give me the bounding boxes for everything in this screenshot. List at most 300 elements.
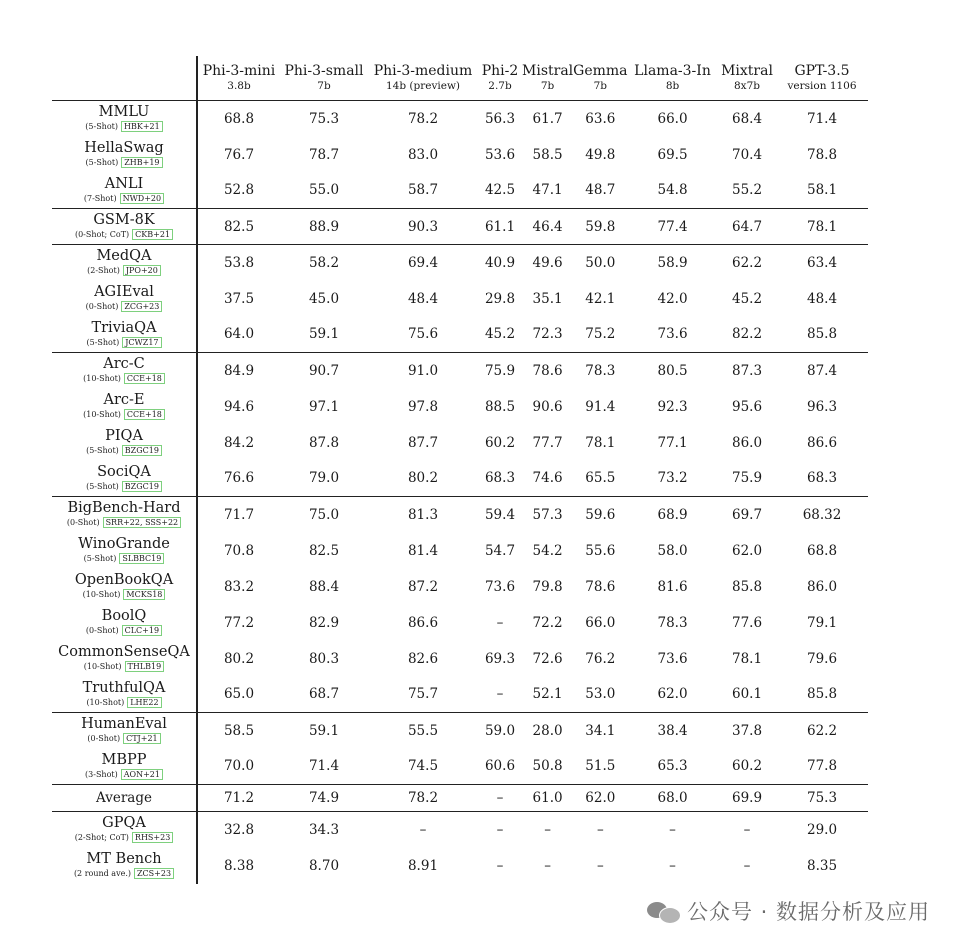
- table-row: [52, 848, 868, 884]
- score-cell: 86.0: [806, 578, 838, 595]
- score-cell: 73.2: [628, 461, 718, 497]
- model-size: 7b: [540, 79, 555, 92]
- score-cell: 71.2: [197, 785, 280, 812]
- citation-link[interactable]: RHS+23: [132, 832, 173, 843]
- benchmark-cell: [52, 749, 197, 785]
- table-row: [52, 353, 868, 389]
- score-cell: 8.70: [308, 857, 340, 874]
- benchmark-cell: [52, 812, 197, 848]
- benchmark-name: BigBench-Hard: [67, 500, 181, 517]
- shot-setting: (10-Shot): [83, 374, 121, 384]
- score-cell: 59.8: [573, 209, 627, 245]
- score-cell: 28.0: [532, 722, 563, 739]
- score-cell: 75.3: [777, 785, 868, 812]
- score-cell: 59.4: [484, 506, 516, 523]
- table-row: [52, 785, 868, 812]
- table-row: [52, 812, 868, 848]
- citation-link[interactable]: CLC+19: [122, 625, 162, 636]
- score-cell: 92.3: [657, 398, 688, 415]
- model-header: [718, 56, 777, 101]
- score-cell: 60.2: [484, 434, 516, 451]
- score-cell: 59.1: [280, 317, 368, 353]
- benchmark-cell: [52, 389, 197, 425]
- score-cell: 97.8: [407, 398, 439, 415]
- benchmark-name: TruthfulQA: [82, 679, 166, 696]
- score-cell: 97.1: [308, 398, 340, 415]
- score-cell: 94.6: [223, 398, 255, 415]
- score-cell: 78.3: [657, 614, 688, 631]
- benchmark-name: MMLU: [98, 104, 150, 121]
- benchmark-cell: [52, 173, 197, 209]
- score-cell: 90.3: [368, 209, 478, 245]
- model-size: 2.7b: [488, 79, 512, 92]
- score-cell: –: [596, 857, 604, 874]
- score-cell: 88.9: [280, 209, 368, 245]
- score-cell: 60.1: [718, 677, 777, 713]
- score-cell: 88.4: [308, 578, 340, 595]
- table-row: [52, 137, 868, 173]
- shot-setting: (5-Shot): [85, 158, 119, 167]
- benchmark-name: MT Bench: [86, 851, 162, 867]
- score-cell: 68.0: [628, 785, 718, 812]
- model-size: 7b: [317, 79, 331, 92]
- score-cell: 81.3: [407, 506, 439, 523]
- watermark-text: 公众号 · 数据分析及应用: [686, 900, 930, 924]
- score-cell: 35.1: [532, 290, 563, 307]
- table-row: [52, 101, 868, 137]
- score-cell: 74.5: [368, 749, 478, 785]
- model-size: version 1106: [787, 79, 857, 92]
- score-cell: 71.7: [223, 506, 255, 523]
- score-cell: 76.6: [197, 461, 280, 497]
- score-cell: –: [496, 614, 504, 631]
- score-cell: 79.6: [806, 650, 838, 667]
- score-cell: 78.1: [731, 650, 763, 667]
- score-cell: 87.4: [806, 362, 838, 379]
- score-cell: 58.1: [777, 173, 868, 209]
- model-size: 8x7b: [734, 79, 761, 92]
- score-cell: 76.7: [223, 146, 255, 163]
- score-cell: 68.8: [806, 542, 838, 559]
- score-cell: 73.6: [657, 650, 688, 667]
- score-cell: 72.6: [532, 650, 563, 667]
- score-cell: 62.0: [573, 785, 627, 812]
- score-cell: 64.0: [197, 317, 280, 353]
- score-cell: 66.0: [585, 614, 616, 631]
- shot-setting: (5-Shot): [86, 337, 120, 347]
- score-cell: –: [478, 785, 522, 812]
- score-cell: 75.7: [368, 677, 478, 713]
- score-cell: 69.4: [407, 254, 439, 271]
- benchmark-name: PIQA: [105, 428, 143, 444]
- score-cell: 61.0: [522, 785, 573, 812]
- benchmark-cell: [52, 848, 197, 884]
- score-cell: 77.1: [657, 434, 688, 451]
- score-cell: 91.0: [407, 362, 439, 379]
- citation-link[interactable]: THLB19: [125, 661, 165, 672]
- score-cell: 51.5: [573, 749, 627, 785]
- benchmark-name: WinoGrande: [78, 536, 170, 552]
- benchmark-cell: [52, 461, 197, 497]
- score-cell: 53.0: [573, 677, 627, 713]
- benchmark-cell: [52, 641, 197, 677]
- score-cell: 61.1: [478, 209, 522, 245]
- score-cell: 38.4: [657, 722, 688, 739]
- score-cell: 68.7: [280, 677, 368, 713]
- benchmark-cell: [52, 101, 197, 137]
- citation-link[interactable]: CCE+18: [124, 373, 165, 384]
- score-cell: 58.5: [223, 722, 255, 739]
- score-cell: 63.6: [585, 110, 616, 127]
- table-body: [52, 101, 868, 884]
- score-cell: –: [544, 821, 551, 838]
- benchmark-cell: [52, 497, 197, 533]
- score-cell: 68.9: [657, 506, 688, 523]
- score-cell: 58.0: [657, 542, 688, 559]
- citation-link[interactable]: NWD+20: [120, 193, 165, 204]
- shot-setting: (5-Shot): [85, 122, 118, 132]
- score-cell: 71.4: [806, 110, 838, 127]
- score-cell: 60.2: [718, 749, 777, 785]
- score-cell: 55.0: [280, 173, 368, 209]
- shot-setting: (10-Shot): [86, 697, 125, 707]
- score-cell: 48.7: [573, 173, 627, 209]
- score-cell: 75.6: [368, 317, 478, 353]
- benchmark-name: GPQA: [102, 815, 146, 832]
- citation-link[interactable]: LHE22: [127, 697, 161, 708]
- score-cell: 54.2: [532, 542, 563, 559]
- shot-setting: (10-Shot): [83, 662, 122, 671]
- shot-setting: (5-Shot): [86, 481, 119, 491]
- score-cell: 77.2: [223, 614, 255, 631]
- score-cell: 86.0: [731, 434, 763, 451]
- score-cell: –: [496, 821, 504, 838]
- table-row: [52, 605, 868, 641]
- shot-setting: (0-Shot): [85, 626, 119, 635]
- score-cell: 85.8: [777, 317, 868, 353]
- model-size: 3.8b: [227, 79, 251, 92]
- citation-link[interactable]: JCWZ17: [122, 337, 161, 348]
- score-cell: 77.7: [532, 434, 563, 451]
- score-cell: 53.8: [223, 254, 255, 271]
- benchmark-cell: [52, 713, 197, 749]
- citation-link[interactable]: CCE+18: [124, 409, 165, 420]
- citation-link[interactable]: BZGC19: [122, 445, 162, 456]
- score-cell: 65.5: [573, 461, 627, 497]
- score-cell: 63.4: [806, 254, 838, 271]
- score-cell: 78.3: [585, 362, 616, 379]
- score-cell: 42.5: [478, 173, 522, 209]
- score-cell: 87.3: [731, 362, 763, 379]
- header-row: [52, 56, 868, 101]
- score-cell: 88.5: [484, 398, 516, 415]
- benchmark-cell: [52, 785, 197, 812]
- score-cell: 81.6: [657, 578, 688, 595]
- score-cell: 78.6: [532, 362, 563, 379]
- score-cell: 64.7: [718, 209, 777, 245]
- score-cell: 50.8: [522, 749, 573, 785]
- score-cell: 87.8: [308, 434, 340, 451]
- score-cell: –: [478, 677, 522, 713]
- benchmark-name: CommonSenseQA: [58, 644, 190, 660]
- citation-link[interactable]: ZHB+19: [121, 157, 162, 168]
- score-cell: 86.6: [407, 614, 439, 631]
- score-cell: 55.5: [407, 722, 439, 739]
- model-name: Gemma: [573, 62, 628, 79]
- score-cell: 84.9: [223, 362, 255, 379]
- score-cell: 58.7: [368, 173, 478, 209]
- shot-setting: (0-Shot): [87, 734, 121, 744]
- shot-setting: (2-Shot; CoT): [74, 833, 129, 843]
- citation-link[interactable]: ZCS+23: [134, 868, 174, 879]
- table-row: [52, 317, 868, 353]
- benchmark-cell: [52, 209, 197, 245]
- benchmark-cell: [52, 137, 197, 173]
- citation-link[interactable]: HBK+21: [121, 121, 163, 132]
- shot-setting: (0-Shot; CoT): [74, 230, 130, 239]
- citation-link[interactable]: AON+21: [121, 769, 163, 780]
- score-cell: 78.8: [806, 146, 838, 163]
- citation-link[interactable]: ZCG+23: [121, 301, 162, 312]
- score-cell: –: [596, 821, 604, 838]
- benchmark-cell: [52, 605, 197, 641]
- score-cell: 50.0: [585, 254, 616, 271]
- score-cell: 55.2: [718, 173, 777, 209]
- table-row: [52, 281, 868, 317]
- score-cell: 73.6: [628, 317, 718, 353]
- score-cell: 79.1: [806, 614, 838, 631]
- shot-setting: (5-Shot): [86, 446, 119, 455]
- score-cell: 82.5: [308, 542, 340, 559]
- citation-link[interactable]: CKB+21: [132, 229, 173, 240]
- score-cell: 32.8: [223, 821, 255, 838]
- score-cell: 48.4: [407, 290, 439, 307]
- score-cell: –: [743, 857, 751, 874]
- score-cell: 49.6: [532, 254, 563, 271]
- score-cell: 85.8: [731, 578, 763, 595]
- model-name: Phi-3-medium: [373, 62, 473, 79]
- score-cell: 86.6: [806, 434, 838, 451]
- benchmark-name: MedQA: [96, 248, 152, 265]
- score-cell: 83.0: [407, 146, 439, 163]
- score-cell: 61.7: [532, 110, 563, 127]
- score-cell: 69.3: [484, 650, 516, 667]
- table-row: [52, 173, 868, 209]
- shot-setting: (10-Shot): [82, 590, 121, 599]
- benchmark-name: HumanEval: [81, 716, 167, 733]
- citation-link[interactable]: MCKS18: [123, 589, 165, 600]
- score-cell: 78.6: [585, 578, 616, 595]
- score-cell: 72.3: [522, 317, 573, 353]
- score-cell: 45.2: [731, 290, 763, 307]
- score-cell: 54.8: [628, 173, 718, 209]
- model-name: Phi-2: [481, 62, 519, 79]
- model-size: 14b (preview): [385, 79, 461, 92]
- score-cell: 37.8: [731, 722, 763, 739]
- score-cell: 37.5: [223, 290, 255, 307]
- table-row: [52, 677, 868, 713]
- score-cell: 34.1: [585, 722, 616, 739]
- table-row: [52, 497, 868, 533]
- shot-setting: (7-Shot): [83, 193, 117, 203]
- shot-setting: (0-Shot): [85, 302, 119, 311]
- score-cell: –: [419, 821, 427, 838]
- score-cell: 79.8: [532, 578, 563, 595]
- model-header: [197, 56, 280, 101]
- model-size: 7b: [593, 79, 608, 92]
- table-row: [52, 569, 868, 605]
- score-cell: 82.2: [718, 317, 777, 353]
- score-cell: 29.8: [484, 290, 516, 307]
- score-cell: 84.2: [223, 434, 255, 451]
- score-cell: 80.2: [223, 650, 255, 667]
- benchmark-cell: [52, 317, 197, 353]
- score-cell: 78.2: [407, 110, 439, 127]
- score-cell: 52.8: [197, 173, 280, 209]
- score-cell: 58.9: [657, 254, 688, 271]
- shot-setting: (0-Shot): [66, 518, 100, 528]
- model-header: [280, 56, 368, 101]
- table-row: [52, 389, 868, 425]
- score-cell: 59.6: [585, 506, 616, 523]
- model-name: Mistral: [522, 62, 574, 79]
- score-cell: 45.0: [308, 290, 340, 307]
- citation-link[interactable]: CTJ+21: [123, 733, 161, 744]
- score-cell: 70.0: [197, 749, 280, 785]
- score-cell: 62.0: [731, 542, 763, 559]
- benchmark-cell: [52, 569, 197, 605]
- score-cell: 75.9: [718, 461, 777, 497]
- score-cell: 78.1: [777, 209, 868, 245]
- score-cell: 78.2: [368, 785, 478, 812]
- score-cell: –: [669, 857, 676, 874]
- score-cell: 62.2: [806, 722, 838, 739]
- model-name: Mixtral: [721, 62, 773, 79]
- benchmark-name: Average: [96, 789, 152, 806]
- benchmark-name: GSM-8K: [93, 212, 155, 228]
- score-cell: 53.6: [484, 146, 516, 163]
- score-cell: 70.4: [731, 146, 763, 163]
- shot-setting: (2-Shot): [87, 266, 120, 276]
- score-cell: 62.2: [731, 254, 763, 271]
- wechat-icon: [647, 900, 681, 922]
- score-cell: 49.8: [585, 146, 616, 163]
- score-cell: –: [544, 857, 551, 874]
- benchmark-table: [52, 56, 868, 884]
- score-cell: 68.3: [478, 461, 522, 497]
- score-cell: 81.4: [407, 542, 439, 559]
- benchmark-cell: [52, 533, 197, 569]
- score-cell: 73.6: [484, 578, 516, 595]
- score-cell: 90.7: [308, 362, 340, 379]
- score-cell: –: [496, 857, 504, 874]
- table-row: [52, 209, 868, 245]
- benchmark-name: AGIEval: [94, 284, 154, 300]
- table-row: [52, 749, 868, 785]
- score-cell: 80.2: [368, 461, 478, 497]
- score-cell: 65.0: [197, 677, 280, 713]
- score-cell: 74.9: [280, 785, 368, 812]
- benchmark-cell: [52, 281, 197, 317]
- benchmark-name: Arc-C: [103, 356, 145, 373]
- benchmark-name: HellaSwag: [84, 140, 164, 156]
- score-cell: 80.5: [657, 362, 688, 379]
- score-cell: 72.2: [532, 614, 563, 631]
- score-cell: 68.8: [223, 110, 255, 127]
- score-cell: 58.5: [532, 146, 563, 163]
- model-name: Phi-3-mini: [202, 62, 276, 79]
- score-cell: 48.4: [806, 290, 838, 307]
- score-cell: 66.0: [657, 110, 688, 127]
- citation-link[interactable]: BZGC19: [122, 481, 162, 492]
- score-cell: 8.91: [407, 857, 439, 874]
- shot-setting: (2 round ave.): [73, 869, 131, 878]
- benchmark-name: ANLI: [104, 175, 144, 192]
- benchmark-name: SociQA: [97, 463, 151, 480]
- score-cell: 46.4: [522, 209, 573, 245]
- score-cell: 40.9: [484, 254, 516, 271]
- citation-link[interactable]: JPO+20: [123, 265, 161, 276]
- model-header: [522, 56, 573, 101]
- table-row: [52, 641, 868, 677]
- score-cell: 68.32: [802, 506, 842, 523]
- benchmark-name: Arc-E: [103, 392, 145, 408]
- score-cell: 75.0: [308, 506, 340, 523]
- model-header: [368, 56, 478, 101]
- score-cell: 56.3: [484, 110, 516, 127]
- score-cell: 71.4: [280, 749, 368, 785]
- score-cell: 47.1: [522, 173, 573, 209]
- score-cell: 69.5: [657, 146, 688, 163]
- shot-setting: (3-Shot): [85, 769, 118, 779]
- watermark: [647, 896, 930, 926]
- citation-link[interactable]: SRR+22, SSS+22: [103, 517, 182, 528]
- score-cell: 34.3: [308, 821, 340, 838]
- score-cell: 79.0: [280, 461, 368, 497]
- model-name: GPT-3.5: [794, 62, 850, 79]
- table-row: [52, 533, 868, 569]
- score-cell: 29.0: [806, 821, 838, 838]
- score-cell: 80.3: [308, 650, 340, 667]
- score-cell: 69.9: [718, 785, 777, 812]
- score-cell: 74.6: [522, 461, 573, 497]
- score-cell: 42.1: [585, 290, 616, 307]
- score-cell: 95.6: [731, 398, 763, 415]
- score-cell: 77.6: [731, 614, 763, 631]
- benchmark-name: BoolQ: [101, 608, 147, 624]
- score-cell: 58.2: [308, 254, 340, 271]
- benchmark-name: OpenBookQA: [74, 572, 174, 588]
- model-header: [573, 56, 627, 101]
- model-header: [777, 56, 868, 101]
- table-row: [52, 245, 868, 281]
- score-cell: 96.3: [806, 398, 838, 415]
- score-cell: 83.2: [223, 578, 255, 595]
- score-cell: 85.8: [777, 677, 868, 713]
- score-cell: 42.0: [657, 290, 688, 307]
- benchmark-header-cell: [52, 56, 197, 101]
- score-cell: 59.0: [484, 722, 516, 739]
- citation-link[interactable]: SLBBC19: [119, 553, 164, 564]
- model-size: 8b: [665, 79, 680, 92]
- score-cell: 65.3: [628, 749, 718, 785]
- score-cell: 55.6: [585, 542, 616, 559]
- score-cell: 90.6: [532, 398, 563, 415]
- score-cell: 8.35: [806, 857, 838, 874]
- score-cell: 60.6: [478, 749, 522, 785]
- score-cell: 78.1: [585, 434, 616, 451]
- benchmark-cell: [52, 353, 197, 389]
